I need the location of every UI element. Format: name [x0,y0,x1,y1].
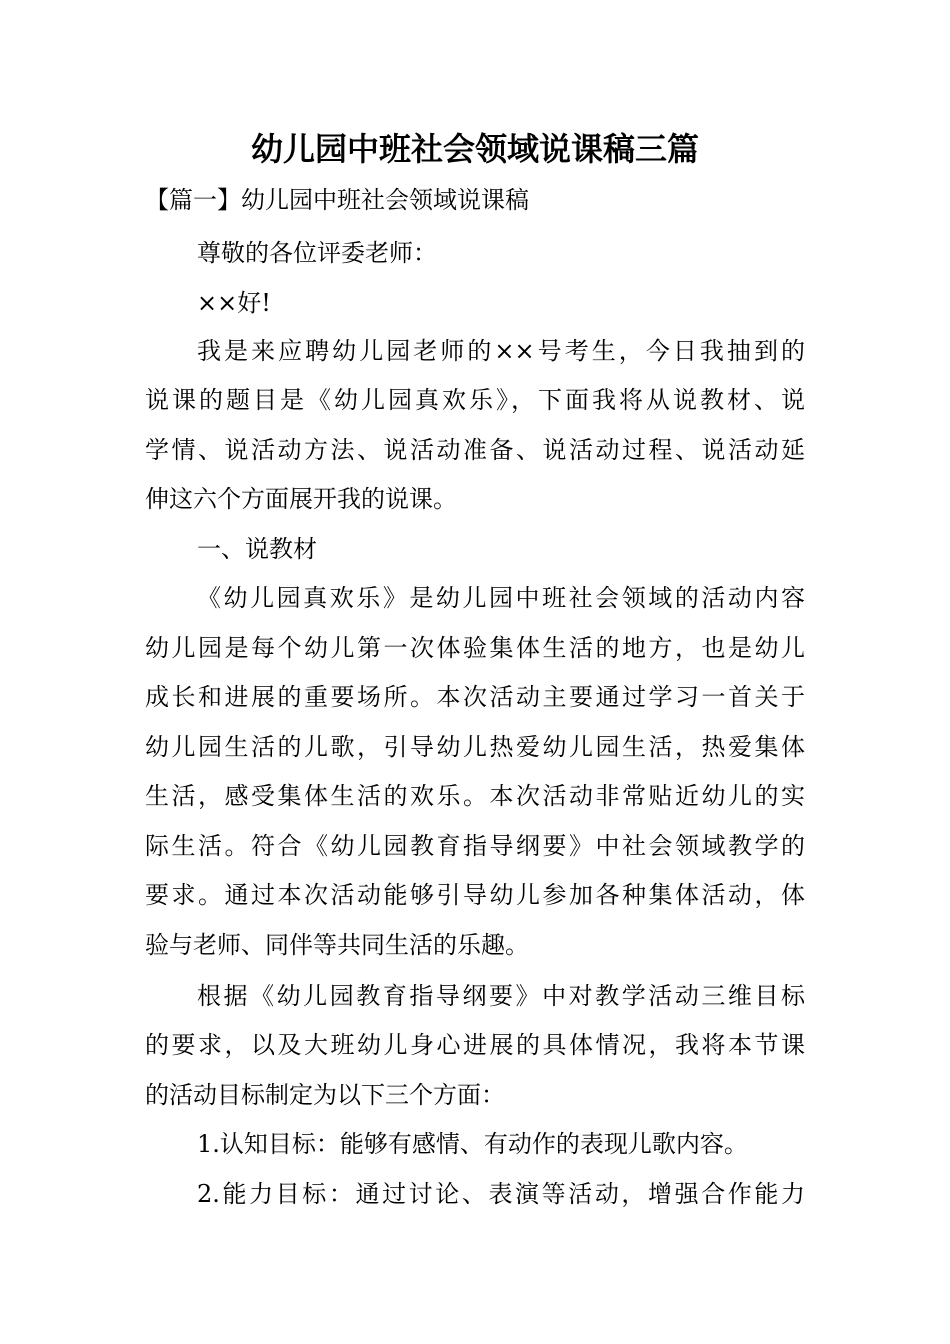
paragraph-line: 生活，感受集体生活的欢乐。本次活动非常贴近幼儿的实 [145,782,805,810]
paragraph-line: 幼儿园是每个幼儿第一次体验集体生活的地方，也是幼儿 [145,634,805,662]
paragraph-line: 学情、说活动方法、说活动准备、说活动过程、说活动延 [145,436,805,464]
objective-item: 1.认知目标：能够有感情、有动作的表现儿歌内容。 [197,1130,748,1158]
paragraph-line: 根据《幼儿园教育指导纲要》中对教学活动三维目标 [197,982,805,1010]
paragraph-line: 际生活。符合《幼儿园教育指导纲要》中社会领域教学的 [145,832,805,860]
paragraph-line: 伸这六个方面展开我的说课。 [145,485,457,513]
paragraph-line: 要求。通过本次活动能够引导幼儿参加各种集体活动，体 [145,881,805,909]
paragraph-line: 《幼儿园真欢乐》是幼儿园中班社会领域的活动内容 [197,584,805,612]
paragraph-line: 说课的题目是《幼儿园真欢乐》，下面我将从说教材、说 [145,386,805,414]
paragraph-line: 成长和进展的重要场所。本次活动主要通过学习一首关于 [145,683,805,711]
section-subheading: 一、说教材 [197,535,317,563]
paragraph-line: ××好! [197,289,271,317]
paragraph-line: 的要求，以及大班幼儿身心进展的具体情况，我将本节课 [145,1031,805,1059]
paragraph-line: 验与老师、同伴等共同生活的乐趣。 [145,931,529,959]
paragraph-line: 尊敬的各位评委老师： [197,239,437,267]
paragraph-line: 我是来应聘幼儿园老师的××号考生，今日我抽到的 [197,337,805,365]
paragraph-line: 的活动目标制定为以下三个方面： [145,1081,505,1109]
document-title: 幼儿园中班社会领域说课稿三篇 [250,130,699,168]
section-heading: 【篇一】幼儿园中班社会领域说课稿 [145,186,529,214]
objective-item: 2.能力目标：通过讨论、表演等活动，增强合作能力 [197,1180,805,1208]
paragraph-line: 幼儿园生活的儿歌，引导幼儿热爱幼儿园生活，热爱集体 [145,733,805,761]
